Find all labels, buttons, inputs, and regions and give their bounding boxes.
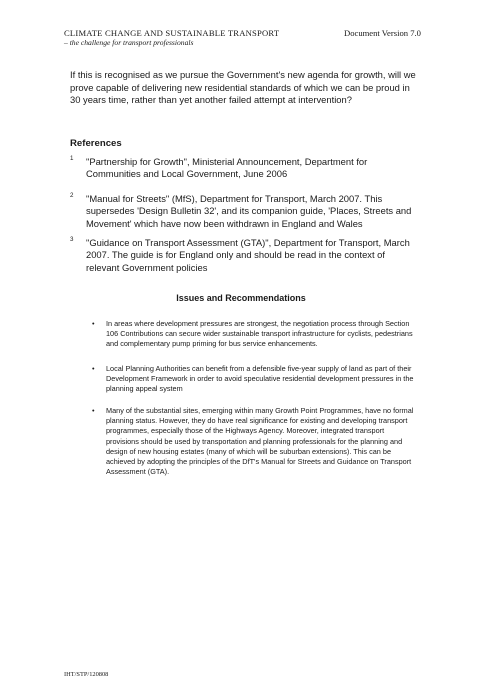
bullet-dot: • [92,319,95,328]
reference-number: 2 [70,192,74,199]
reference-item [70,237,418,274]
reference-item [70,156,418,181]
reference-text: "Guidance on Transport Assessment (GTA)", Department for Transport, March 2007. The guide is for England only and should be read in the context of relevant Government policies [86,237,410,273]
issues-heading: Issues and Recommendations [176,293,306,303]
bullet-dot: • [92,406,95,415]
references-heading: References [70,138,122,149]
reference-text: "Manual for Streets" (MfS), Department for Transport, March 2007. This supersedes 'Design Bulletin 32', and its companion guide, 'Places, Streets and Movement' which have now been withdrawn in England and Wales [86,193,412,229]
recommendation-bullet [92,406,418,477]
bullet-text: Local Planning Authorities can benefit from a defensible five-year supply of land as part of their Development Framework in order to avoid speculative residential development pressures in the planning appeal system [106,364,414,394]
bullet-text: Many of the substantial sites, emerging within many Growth Point Programmes, have no formal planning status. However, they do have real significance for existing and developing transport programmes, especially those of the Highways Agency. Moreover, integrated transport provisions should be used by transportation and planning professionals for the planning and design of new housing estates (many of which will be suburban extensions). This can be achieved by adopting the principles of the DfT's Manual for Streets and Guidance on Transport Assessment (GTA). [106,406,414,477]
header-title: CLIMATE CHANGE AND SUSTAINABLE TRANSPORT [64,28,280,38]
bullet-dot: • [92,364,95,373]
bullet-text: In areas where development pressures are strongest, the negotiation process through Section 106 Contributions can secure wider sustainable transport infrastructure for cyclists, pedestrians and complementary pump priming for bus service enhancements. [106,319,413,349]
intro-paragraph: If this is recognised as we pursue the Government's new agenda for growth, will we prove capable of delivering new residential standards of which we can be proud in 30 years time, rather than yet another failed attempt at intervention? [70,69,416,106]
header-subtitle: – the challenge for transport professionals [64,38,194,47]
recommendation-bullet [92,319,418,350]
reference-item [70,193,418,230]
footer-reference: IHT/STP/120808 [64,671,109,678]
document-version: Document Version 7.0 [344,28,421,38]
reference-number: 3 [70,236,74,243]
recommendation-bullet [92,364,418,395]
reference-text: "Partnership for Growth", Ministerial Announcement, Department for Communities and Local Government, June 2006 [86,156,368,180]
reference-number: 1 [70,155,74,162]
